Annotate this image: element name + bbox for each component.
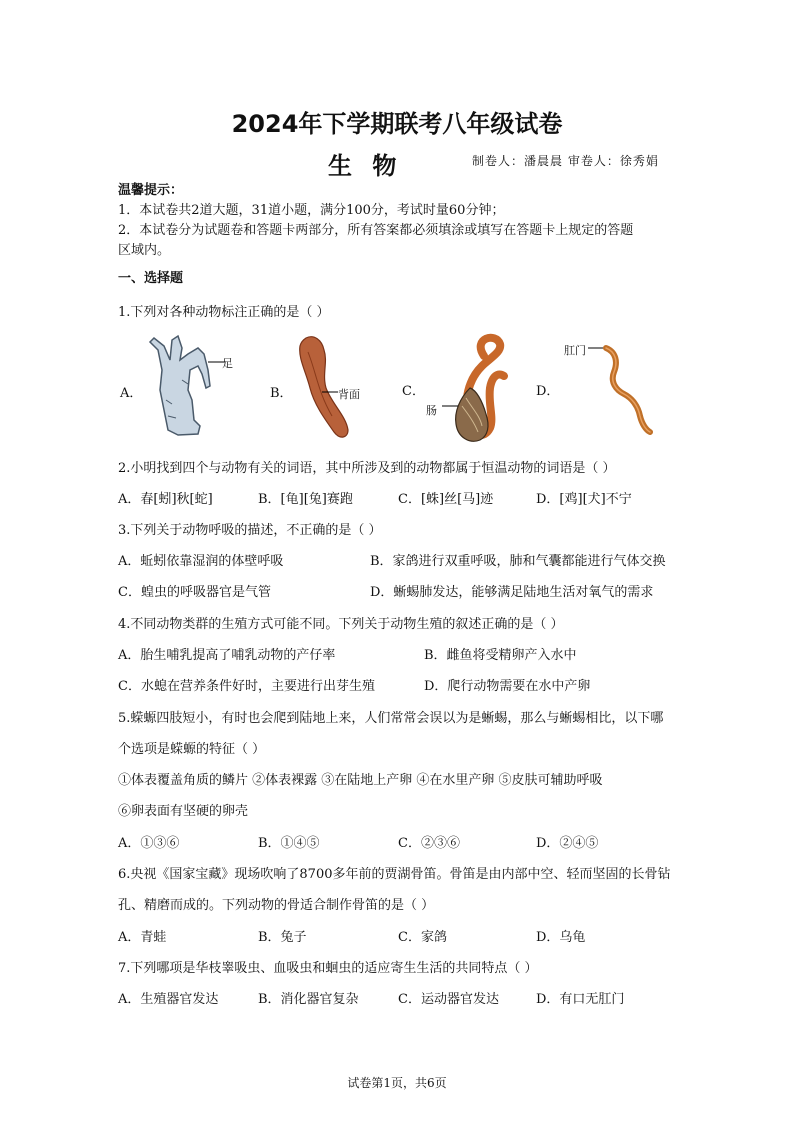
q6-option-c: C．家鸽 (398, 930, 447, 945)
q6-option-d: D．乌龟 (536, 930, 586, 945)
label-intestine: 肠 (426, 404, 437, 417)
notes-heading: 温馨提示： (118, 183, 184, 198)
notes-line-2b: 区域内。 (118, 243, 171, 258)
q7-option-b: B．消化器官复杂 (258, 992, 359, 1007)
question-3-stem: 3.下列关于动物呼吸的描述，不正确的是（ ） (118, 523, 382, 538)
question-2-stem: 2.小明找到四个与动物有关的词语，其中所涉及到的动物都属于恒温动物的词语是（ ） (118, 461, 616, 476)
question-5-stem: 5.蝾螈四肢短小，有时也会爬到陆地上来，人们常常会误以为是蜥蜴，那么与蜥蜴相比，以下哪 (118, 711, 664, 726)
label-anus: 肛门 (564, 344, 586, 357)
question-7-stem: 7.下列哪项是华枝睾吸虫、血吸虫和蛔虫的适应寄生生活的共同特点（ ） (118, 961, 538, 976)
q2-option-d: D．[鸡][犬]不宁 (536, 492, 632, 507)
question-5-items-2: ⑥卵表面有坚硬的卵壳 (118, 804, 249, 819)
notes-line-2: 2．本试卷分为试题卷和答题卡两部分，所有答案都必须填涂或填写在答题卡上规定的答题 (118, 223, 634, 238)
q5-option-b: B．①④⑤ (258, 836, 320, 851)
q5-option-d: D．②④⑤ (536, 836, 599, 851)
roundworm-image (424, 328, 534, 448)
q1-option-a: A． (120, 386, 143, 401)
q1-option-c: C． (402, 384, 425, 399)
q4-option-d: D．爬行动物需要在水中产卵 (424, 679, 591, 694)
question-5-stem-2: 个选项是蝾螈的特征（ ） (118, 742, 266, 757)
q1-option-b: B． (270, 386, 293, 401)
question-6-stem: 6.央视《国家宝藏》现场吹响了8700多年前的贾湖骨笛。骨笛是由内部中空、轻而坚固的长骨钻 (118, 867, 671, 882)
q4-option-c: C．水螅在营养条件好时，主要进行出芽生殖 (118, 679, 375, 694)
exam-makers: 制卷人：潘晨晨 审卷人：徐秀娟 (472, 154, 659, 168)
q2-option-b: B．[龟][兔]赛跑 (258, 492, 353, 507)
q7-option-d: D．有口无肛门 (536, 992, 625, 1007)
hydra-image (138, 330, 238, 440)
q5-option-c: C．②③⑥ (398, 836, 460, 851)
q4-option-b: B．雌鱼将受精卵产入水中 (424, 648, 577, 663)
q3-option-a: A．蚯蚓依靠湿润的体壁呼吸 (118, 554, 284, 569)
section-heading: 一、选择题 (118, 271, 184, 286)
q7-option-c: C．运动器官发达 (398, 992, 499, 1007)
q2-option-c: C．[蛛]丝[马]迹 (398, 492, 494, 507)
label-back: 背面 (338, 388, 360, 401)
q7-option-a: A．生殖器官发达 (118, 992, 219, 1007)
q5-option-a: A．①③⑥ (118, 836, 180, 851)
page-footer: 试卷第1页，共6页 (347, 1076, 447, 1090)
q3-option-d: D．蜥蜴肺发达，能够满足陆地生活对氧气的需求 (370, 585, 654, 600)
label-foot: 足 (222, 357, 233, 370)
q6-option-b: B．兔子 (258, 930, 307, 945)
q2-option-a: A．春[蚓]秋[蛇] (118, 492, 213, 507)
question-4-stem: 4.不同动物类群的生殖方式可能不同。下列关于动物生殖的叙述正确的是（ ） (118, 617, 564, 632)
earthworm-image (586, 336, 666, 436)
question-1-stem: 1.下列对各种动物标注正确的是（ ） (118, 305, 330, 320)
q3-option-b: B．家鸽进行双重呼吸，肺和气囊都能进行气体交换 (370, 554, 666, 569)
q1-option-d: D． (536, 384, 560, 399)
q4-option-a: A．胎生哺乳提高了哺乳动物的产仔率 (118, 648, 336, 663)
q6-option-a: A．青蛙 (118, 930, 167, 945)
notes-line-1: 1．本试卷共2道大题，31道小题，满分100分，考试时量60分钟； (118, 203, 505, 218)
subject-title: 生 物 (328, 152, 403, 180)
exam-title: 2024年下学期联考八年级试卷 (231, 110, 563, 138)
question-6-stem-2: 孔、精磨而成的。下列动物的骨适合制作骨笛的是（ ） (118, 898, 435, 913)
question-5-items: ①体表覆盖角质的鳞片 ②体表裸露 ③在陆地上产卵 ④在水里产卵 ⑤皮肤可辅助呼吸 (118, 773, 603, 788)
q3-option-c: C．蝗虫的呼吸器官是气管 (118, 585, 271, 600)
